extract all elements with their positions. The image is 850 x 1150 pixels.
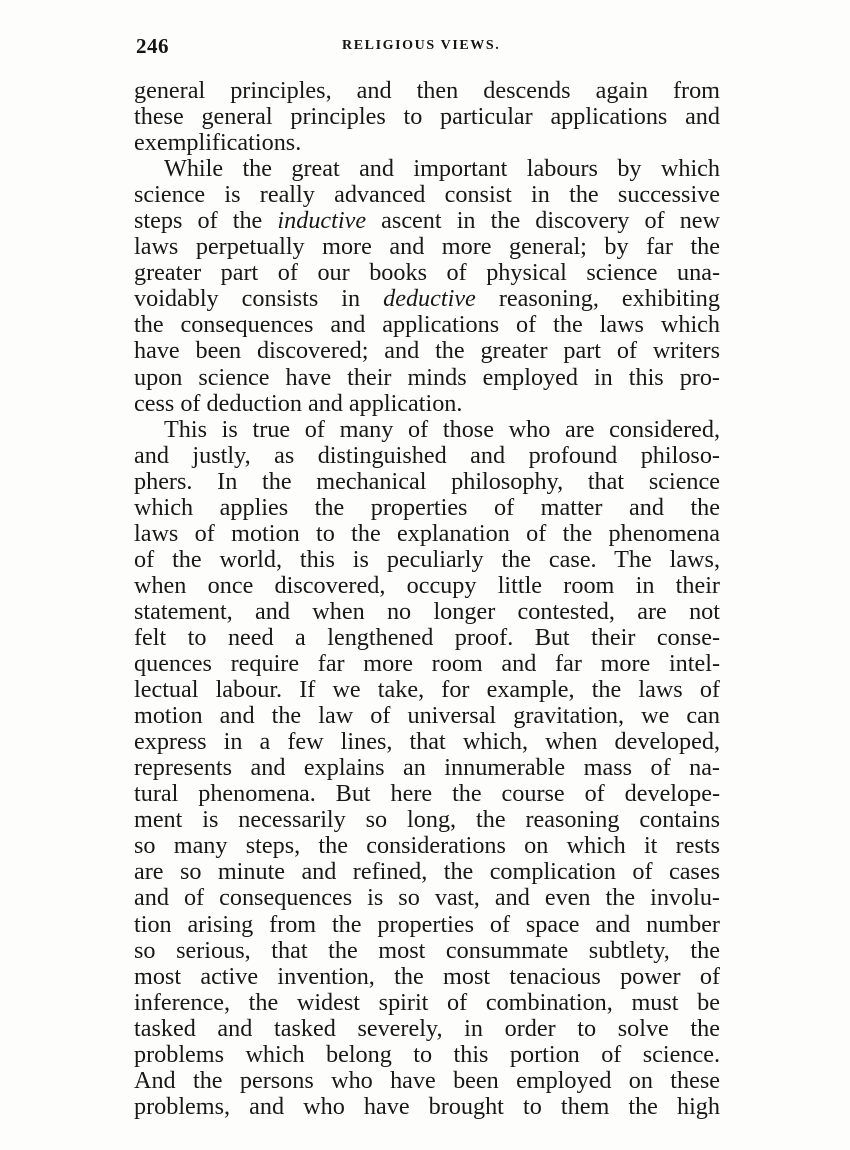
text-line: phers. In the mechanical philosophy, that science (134, 468, 720, 495)
text-line: tural phenomena. But here the course of develope- (134, 781, 720, 808)
text-line: which applies the properties of matter and the (134, 494, 720, 521)
text-line: laws perpetually more and more general; by far the (134, 234, 720, 261)
text-line: the consequences and applications of the laws which (134, 312, 720, 339)
text-line: This is true of many of those who are considered, (164, 416, 720, 443)
text-line: tasked and tasked severely, in order to solve the (134, 1015, 720, 1042)
text-line: and justly, as distinguished and profound philoso- (134, 442, 720, 469)
text-line: and of consequences is so vast, and even the involu- (134, 885, 720, 912)
text-line (134, 286, 720, 312)
text-line: inference, the widest spirit of combination, must be (134, 989, 720, 1016)
text-line: these general principles to particular applications and (134, 104, 720, 131)
text-line: science is really advanced consist in the successive (134, 182, 720, 209)
text-line: greater part of our books of physical science una- (134, 260, 720, 287)
text-line: ment is necessarily so long, the reasoning contains (134, 807, 720, 834)
text-line: of the world, this is peculiarly the case. The laws, (134, 546, 720, 573)
text-line-segment: steps of the (134, 208, 278, 235)
page-number: 246 (136, 34, 169, 58)
text-line: when once discovered, occupy little room in their (134, 572, 720, 599)
text-line: have been discovered; and the greater part of writers (134, 338, 720, 365)
text-line: problems, and who have brought to them the high (134, 1093, 720, 1120)
text-line: motion and the law of universal gravitation, we can (134, 703, 720, 730)
text-line: express in a few lines, that which, when developed, (134, 729, 720, 756)
text-line: problems which belong to this portion of science. (134, 1041, 720, 1068)
italic-term: inductive (277, 208, 367, 235)
text-line-segment: voidably consists in (134, 286, 384, 313)
text-line: most active invention, the most tenacious power of (134, 963, 720, 990)
text-line: are so minute and refined, the complication of cases (134, 859, 720, 886)
text-line: tion arising from the properties of space and number (134, 911, 720, 938)
text-line: felt to need a lengthened proof. But their conse- (134, 624, 720, 651)
text-line: general principles, and then descends again from (134, 78, 720, 104)
text-line: so serious, that the most consummate subtlety, the (134, 937, 720, 964)
text-line: statement, and when no longer contested, are not (134, 598, 720, 625)
text-line: so many steps, the considerations on which it rests (134, 833, 720, 860)
text-line: exemplifications. (134, 130, 302, 157)
text-line: cess of deduction and application. (134, 390, 463, 417)
text-line (134, 208, 720, 234)
text-line-segment: ascent in the discovery of new (366, 208, 720, 235)
text-line: quences require far more room and far more intel- (134, 651, 720, 678)
text-line: While the great and important labours by which (164, 156, 720, 183)
running-head: RELIGIOUS VIEWS. (342, 38, 501, 53)
text-line: And the persons who have been employed on these (134, 1067, 720, 1094)
text-line: lectual labour. If we take, for example, the laws of (134, 677, 720, 704)
text-line: laws of motion to the explanation of the phenomena (134, 520, 720, 547)
text-line: upon science have their minds employed in this pro- (134, 364, 720, 391)
text-line-segment: reasoning, exhibiting (475, 286, 720, 313)
page-header (136, 34, 718, 64)
text-line: represents and explains an innumerable mass of na- (134, 755, 720, 782)
italic-term: deductive (383, 286, 476, 313)
body-text (134, 78, 720, 1120)
